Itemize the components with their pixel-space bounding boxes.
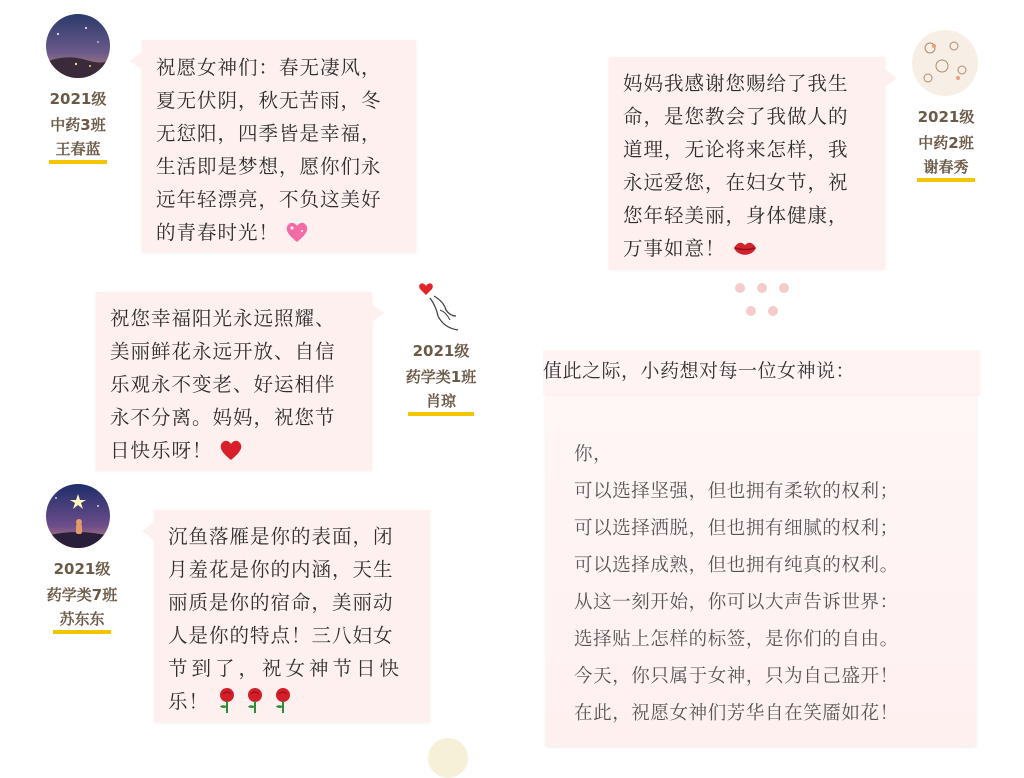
author-grade: 2021级 — [49, 90, 107, 108]
author-class: 药学类7班 — [46, 586, 118, 604]
author-xie — [906, 104, 986, 182]
sparkling-heart-icon — [285, 220, 309, 253]
rose-icon — [272, 687, 294, 723]
poem-line: 可以选择成熟，但也拥有纯真的权利。 — [574, 555, 899, 576]
message-line: 妈妈我感谢您赐给了我生 — [623, 72, 849, 95]
message-line: 月羞花是你的内涵，天生 — [168, 558, 394, 581]
poem-line: 从这一刻开始，你可以大声告诉世界： — [574, 592, 899, 613]
cartoon-animals-icon — [912, 30, 978, 96]
author-class: 中药3班 — [50, 116, 106, 134]
avatar-xie — [912, 30, 978, 96]
decorative-dot — [735, 283, 745, 293]
message-line: 道理，无论将来怎样，我 — [623, 138, 849, 161]
author-grade: 2021级 — [412, 342, 470, 360]
message-line: 祝愿女神们：春无凄风， — [156, 56, 382, 79]
author-name: 王春蓝 — [49, 138, 106, 164]
kiss-lips-icon — [732, 236, 758, 269]
message-line: 无愆阳，四季皆是幸福， — [156, 122, 382, 145]
author-class: 药学类1班 — [405, 368, 477, 386]
message-bubble-xiao — [96, 292, 372, 470]
message-bubble-su — [154, 510, 430, 722]
message-line: 永远爱您，在妇女节，祝 — [623, 171, 849, 194]
message-line: 人是你的特点！三八妇女 — [168, 624, 394, 647]
author-su — [38, 556, 126, 634]
message-line: 您年轻美丽，身体健康， — [623, 204, 849, 227]
night-sky-icon — [46, 14, 110, 78]
decorative-dot — [779, 283, 789, 293]
poem-title: 值此之际，小药想对每一位女神说： — [543, 360, 856, 382]
decorative-dot — [757, 283, 767, 293]
message-line: 生活即是梦想，愿你们永 — [156, 155, 382, 178]
poem-line: 选择贴上怎样的标签，是你们的自由。 — [574, 629, 899, 650]
avatar-wang — [46, 14, 110, 78]
author-wang — [36, 86, 120, 164]
decorative-dot — [768, 306, 778, 316]
author-name: 谢春秀 — [917, 156, 974, 182]
rose-icon — [216, 687, 238, 723]
avatar-su — [46, 484, 110, 548]
message-line: 夏无伏阴，秋无苦雨，冬 — [156, 89, 382, 112]
message-line: 日快乐呀！ — [110, 439, 213, 462]
author-grade: 2021级 — [53, 560, 111, 578]
decorative-dot — [746, 306, 756, 316]
red-heart-icon — [219, 438, 243, 471]
avatar-partial — [428, 738, 468, 778]
poem-line: 可以选择洒脱，但也拥有细腻的权利； — [574, 518, 899, 539]
message-bubble-xie — [609, 57, 885, 269]
author-class: 中药2班 — [918, 134, 974, 152]
message-line: 沉鱼落雁是你的表面，闭 — [168, 525, 394, 548]
rose-icon — [244, 687, 266, 723]
poem-panel — [546, 396, 976, 746]
message-line: 命，是您教会了我做人的 — [623, 105, 849, 128]
message-line: 永不分离。妈妈，祝您节 — [110, 406, 336, 429]
message-bubble-wang — [142, 40, 416, 252]
message-line: 乐观永不变老、好运相伴 — [110, 373, 336, 396]
message-line: 丽质是你的宿命，美丽动 — [168, 591, 394, 614]
poem-line: 在此，祝愿女神们芳华自在笑靥如花！ — [574, 703, 899, 724]
message-line: 祝您幸福阳光永远照耀、 — [110, 307, 336, 330]
author-name: 苏东东 — [53, 608, 110, 634]
author-grade: 2021级 — [917, 108, 975, 126]
poem-line: 今天，你只属于女神，只为自己盛开！ — [574, 666, 899, 687]
author-xiao — [396, 338, 486, 416]
message-line: 远年轻漂亮，不负这美好 — [156, 188, 382, 211]
hand-heart-icon — [410, 276, 470, 334]
message-line: 的青春时光！ — [156, 221, 280, 244]
avatar-xiao — [410, 276, 470, 334]
message-line: 乐！ — [168, 690, 210, 713]
poem-line: 你， — [574, 444, 613, 465]
message-line: 万事如意！ — [623, 237, 726, 260]
message-line: 美丽鲜花永远开放、自信 — [110, 340, 336, 363]
message-line: 节到了，祝女神节日快 — [168, 657, 404, 680]
starry-night-icon — [46, 484, 110, 548]
author-name: 肖琼 — [408, 390, 474, 416]
poem-line: 可以选择坚强，但也拥有柔软的权利； — [574, 481, 899, 502]
